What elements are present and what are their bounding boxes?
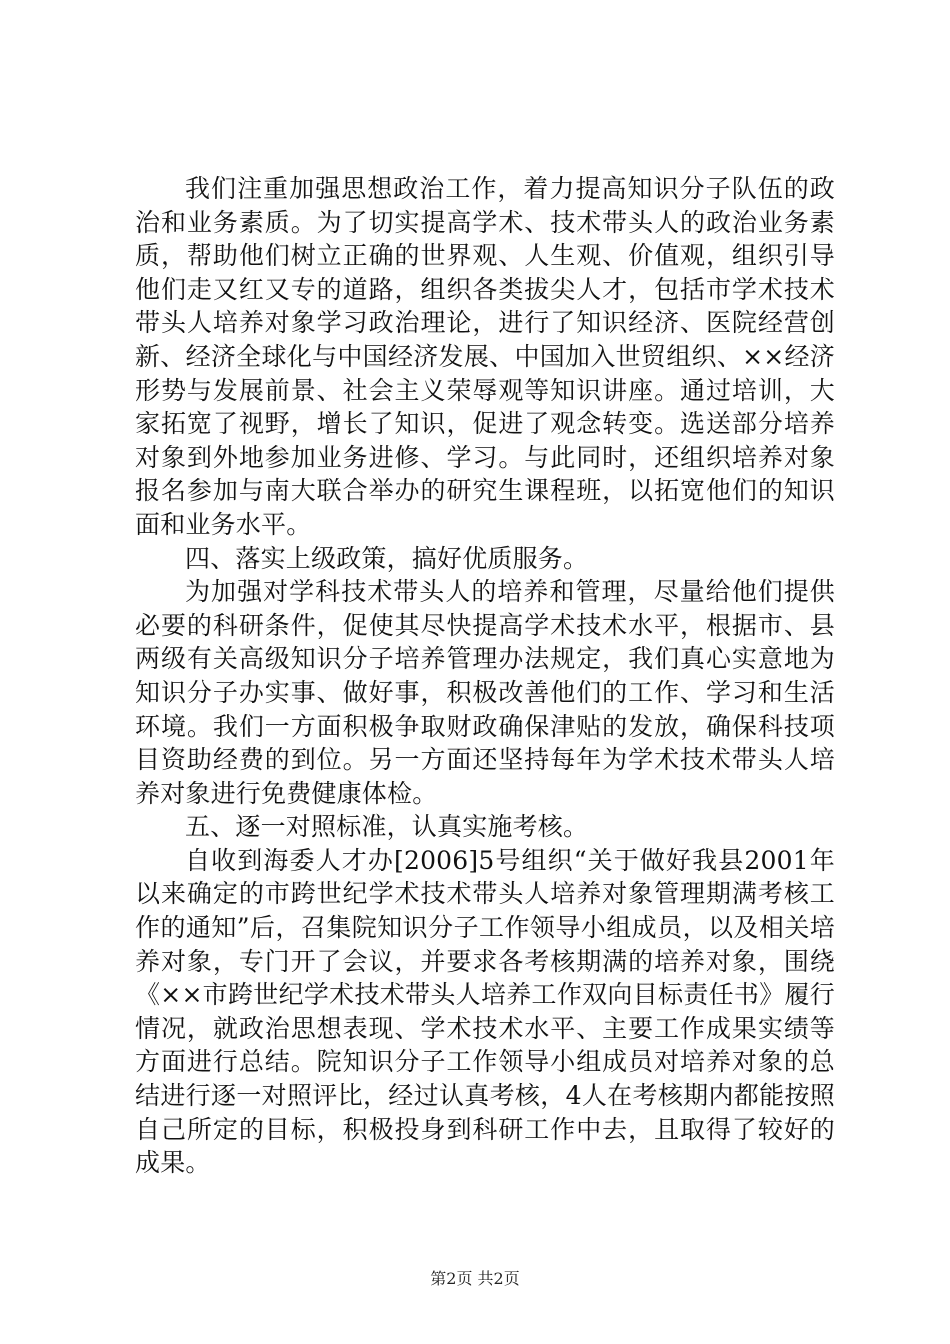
document-body — [135, 172, 835, 1180]
paragraph-assessment: 自收到海委人才办[2006]5号组织“关于做好我县2001年以来确定的市跨世纪学术技术带头人培养对象管理期满考核工作的通知”后，召集院知识分子工作领导小组成员，以及相关培养对象，专门开了会议，并要求各考核期满的培养对象，围绕《××市跨世纪学术技术带头人培养工作双向目标责任书》履行情况，就政治思想表现、学术技术水平、主要工作成果实绩等方面进行总结。院知识分子工作领导小组成员对培养对象的总结进行逐一对照评比，经过认真考核，4人在考核期内都能按照自己所定的目标，积极投身到科研工作中去，且取得了较好的成果。 — [135, 845, 835, 1178]
section-heading-five: 五、逐一对照标准，认真实施考核。 — [185, 812, 589, 842]
paragraph-services: 为加强对学科技术带头人的培养和管理，尽量给他们提供必要的科研条件，促使其尽快提高学术技术水平，根据市、县两级有关高级知识分子培养管理办法规定，我们真心实意地为知识分子办实事、做好事，积极改善他们的工作、学习和生活环境。我们一方面积极争取财政确保津贴的发放，确保科技项目资助经费的到位。另一方面还坚持每年为学术技术带头人培养对象进行免费健康体检。 — [135, 577, 835, 808]
page-footer: 第2页 共2页 — [430, 1269, 520, 1288]
paragraph-training: 我们注重加强思想政治工作，着力提高知识分子队伍的政治和业务素质。为了切实提高学术、技术带头人的政治业务素质，帮助他们树立正确的世界观、人生观、价值观，组织引导他们走又红又专的道路，组织各类拔尖人才，包括市学术技术带头人培养对象学习政治理论，进行了知识经济、医院经营创新、经济全球化与中国经济发展、中国加入世贸组织、××经济形势与发展前景、社会主义荣辱观等知识讲座。通过培训，大家拓宽了视野，增长了知识，促进了观念转变。选送部分培养对象到外地参加业务进修、学习。与此同时，还组织培养对象报名参加与南大联合举办的研究生课程班，以拓宽他们的知识面和业务水平。 — [135, 174, 835, 539]
section-heading-four: 四、落实上级政策，搞好优质服务。 — [185, 543, 589, 573]
